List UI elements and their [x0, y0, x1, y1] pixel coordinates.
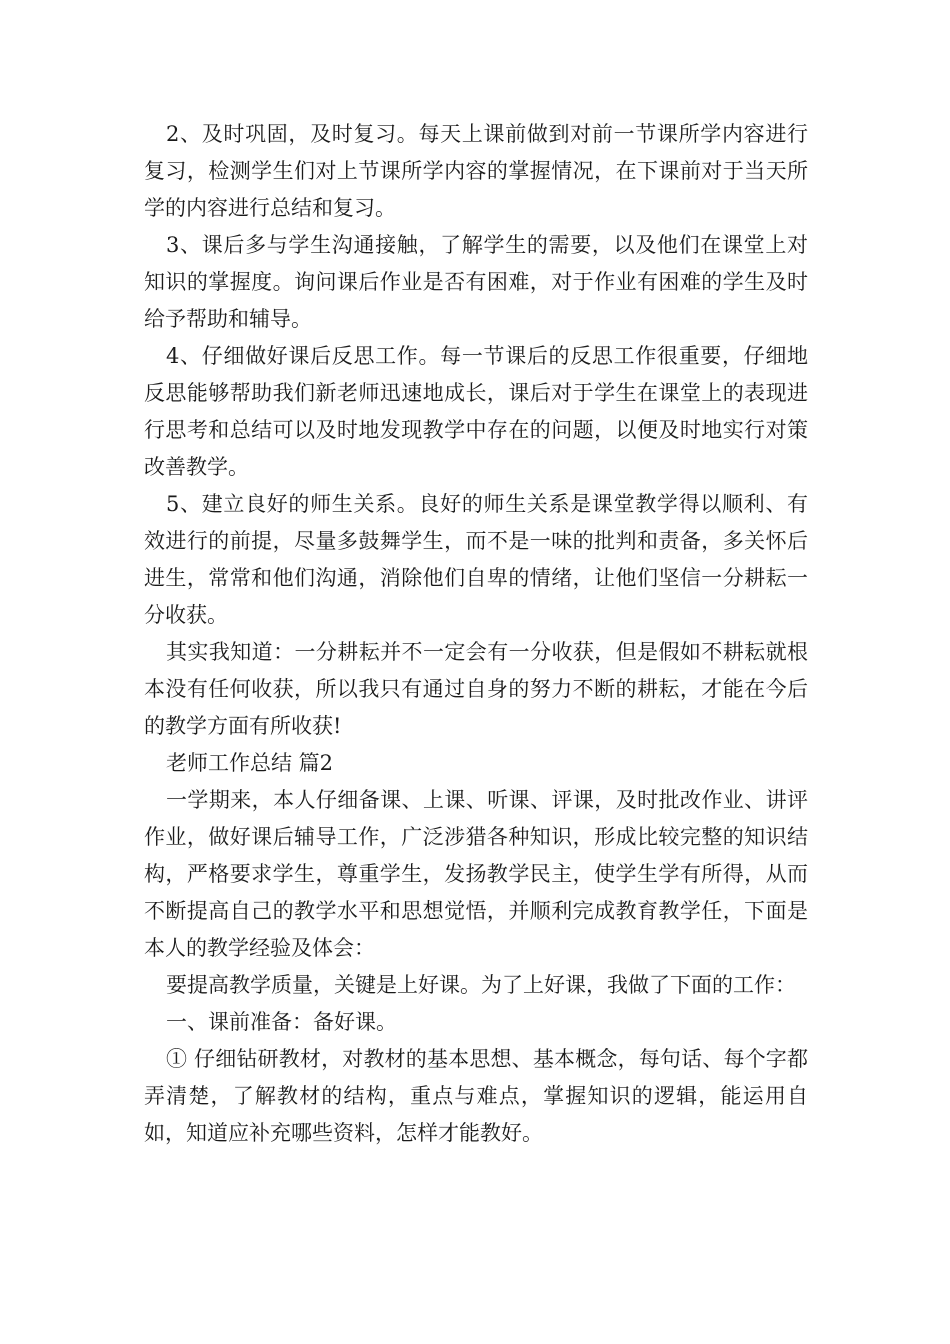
- section-heading: 老师工作总结 篇2: [166, 751, 334, 775]
- paragraph-key-point: 要提高教学质量，关键是上好课。为了上好课，我做了下面的工作：: [166, 973, 796, 997]
- paragraph-conclusion: 其实我知道：一分耕耘并不一定会有一分收获，但是假如不耕耘就根本没有任何收获，所以我只有通过自身的努力不断的耕耘，才能在今后的教学方面有所收获!: [144, 640, 808, 738]
- document-body: [144, 116, 808, 1152]
- paragraph-intro: 一学期来，本人仔细备课、上课、听课、评课，及时批改作业、讲评作业，做好课后辅导工作，广泛涉猎各种知识，形成比较完整的知识结构，严格要求学生，尊重学生，发扬教学民主，使学生学有所得，从而不断提高自己的教学水平和思想觉悟，并顺利完成教育教学任，下面是本人的教学经验及体会：: [144, 788, 808, 960]
- paragraph-item-2: 2、及时巩固，及时复习。每天上课前做到对前一节课所学内容进行复习，检测学生们对上节课所学内容的掌握情况，在下课前对于当天所学的内容进行总结和复习。: [144, 122, 808, 220]
- paragraph-study-textbook: ① 仔细钻研教材，对教材的基本思想、基本概念，每句话、每个字都弄清楚，了解教材的结构，重点与难点，掌握知识的逻辑，能运用自如，知道应补充哪些资料，怎样才能教好。: [144, 1047, 808, 1145]
- subheading-preparation: 一、课前准备：备好课。: [166, 1010, 397, 1034]
- paragraph-item-4: 4、仔细做好课后反思工作。每一节课后的反思工作很重要，仔细地反思能够帮助我们新老师迅速地成长，课后对于学生在课堂上的表现进行思考和总结可以及时地发现教学中存在的问题，以便及时地实行对策改善教学。: [144, 344, 808, 479]
- paragraph-item-3: 3、课后多与学生沟通接触，了解学生的需要，以及他们在课堂上对知识的掌握度。询问课后作业是否有困难，对于作业有困难的学生及时给予帮助和辅导。: [144, 233, 808, 331]
- paragraph-item-5: 5、建立良好的师生关系。良好的师生关系是课堂教学得以顺利、有效进行的前提，尽量多鼓舞学生，而不是一味的批判和责备，多关怀后进生，常常和他们沟通，消除他们自卑的情绪，让他们坚信一分耕耘一分收获。: [144, 492, 808, 627]
